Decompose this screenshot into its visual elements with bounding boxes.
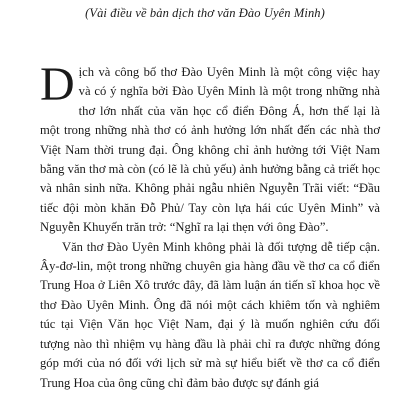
chapter-subtitle: (Vài điều về bản dịch thơ văn Đào Uyên Minh)	[85, 6, 325, 20]
paragraph-2: Văn thơ Đào Uyên Minh không phải là đối tượng dễ tiếp cận. Ây-đơ-lin, một trong những chuyên gia hàng đầu về thơ ca cổ điển Trung Hoa ở Liên Xô trước đây, đã làm luận án tiến sĩ khoa học về thơ Đào Uyên Minh. Ông đã nói một cách khiêm tốn và nghiêm túc tại Viện Văn học Việt Nam, đại ý là muốn nghiên cứu đối tượng nào thì nhiệm vụ hàng đầu là phải chỉ ra được những đóng góp mới của nó đối với lịch sử mà sự hiểu biết về thơ ca cổ điển Trung Hoa của ông cũng chỉ đảm bảo được sự đánh giá	[40, 239, 380, 390]
paragraph-1	[40, 58, 380, 238]
paragraph-1-text: ịch và công bố thơ Đào Uyên Minh là một công việc hay và có ý nghĩa bởi Đào Uyên Minh là một trong những nhà thơ lớn nhất của văn học cổ điển Đông Á, hơn thế lại là một trong những nhà thơ có ảnh hưởng lớn nhất đến các nhà thơ Việt Nam thời trung đại. Ông không chỉ ảnh hưởng tới Việt Nam bằng văn thơ mà còn (có lẽ là chủ yếu) ảnh hưởng bằng cả triết học và nhân sinh nữa. Không phải ngẫu nhiên Nguyễn Trãi viết: “Đầu tiếc đội mòn khăn Đỗ Phủ/ Tay còn lựa hái cúc Uyên Minh” và Nguyễn Khuyến trăn trở: “Nghĩ ra lại thẹn với ông Đào”.	[40, 65, 380, 235]
drop-cap: D	[40, 58, 75, 111]
